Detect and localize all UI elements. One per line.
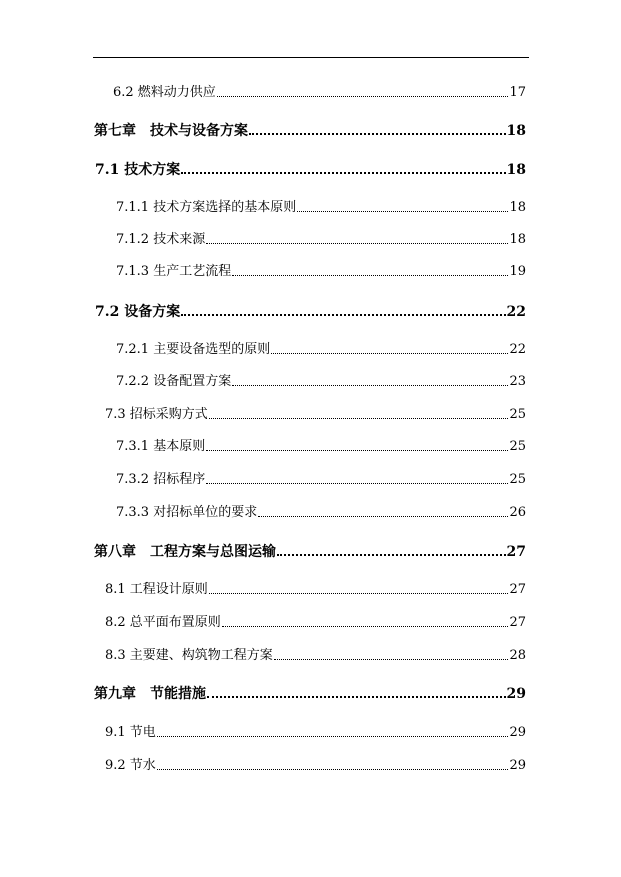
toc-entry-label: 8.1 工程设计原则 xyxy=(105,582,208,597)
toc-entry-9-2[interactable] xyxy=(105,758,526,774)
toc-entry-7-2-2[interactable] xyxy=(116,374,526,390)
dot-leader xyxy=(181,314,505,316)
dot-leader xyxy=(209,418,509,419)
toc-entry-label: 9.2 节水 xyxy=(105,758,156,773)
toc-entry-page: 22 xyxy=(509,342,526,357)
toc-entry-7-3[interactable] xyxy=(105,407,526,423)
dot-leader xyxy=(274,659,509,660)
toc-entry-7-2[interactable] xyxy=(95,304,526,320)
toc-entry-7-3-1[interactable] xyxy=(116,439,526,455)
dot-leader xyxy=(206,483,508,484)
toc-entry-label: 7.3.1 基本原则 xyxy=(116,439,206,454)
dot-leader xyxy=(207,696,506,698)
dot-leader xyxy=(157,769,509,770)
toc-entry-page: 18 xyxy=(509,232,526,247)
dot-leader xyxy=(209,593,509,594)
dot-leader xyxy=(249,133,506,135)
toc-entry-page: 25 xyxy=(509,439,526,454)
dot-leader xyxy=(157,736,509,737)
toc-entry-8-2[interactable] xyxy=(105,615,526,631)
toc-entry-label: 第七章 技术与设备方案 xyxy=(94,123,248,139)
toc-entry-7-3-2[interactable] xyxy=(116,472,526,488)
toc-entry-page: 18 xyxy=(506,123,526,139)
toc-entry-9-1[interactable] xyxy=(105,725,526,741)
toc-entry-page: 27 xyxy=(506,544,526,560)
dot-leader xyxy=(181,172,505,174)
dot-leader xyxy=(232,385,508,386)
toc-entry-7-1-3[interactable] xyxy=(116,264,526,280)
toc-entry-label: 第八章 工程方案与总图运输 xyxy=(94,544,276,560)
toc-entry-7-1-1[interactable] xyxy=(116,200,526,216)
toc-entry-label: 7.1.2 技术来源 xyxy=(116,232,206,247)
toc-entry-label: 7.2.1 主要设备选型的原则 xyxy=(116,342,271,357)
toc-entry-label: 第九章 节能措施 xyxy=(94,686,206,702)
toc-entry-page: 22 xyxy=(506,304,526,320)
toc-entry-page: 19 xyxy=(509,264,526,279)
toc-entry-label: 7.3 招标采购方式 xyxy=(105,407,208,422)
dot-leader xyxy=(217,96,509,97)
toc-entry-label: 6.2 燃料动力供应 xyxy=(113,85,216,100)
dot-leader xyxy=(277,554,506,556)
toc-entry-label: 8.3 主要建、构筑物工程方案 xyxy=(105,648,273,663)
toc-entry-page: 17 xyxy=(509,85,526,100)
toc-entry-page: 29 xyxy=(509,758,526,773)
toc-entry-8-1[interactable] xyxy=(105,582,526,598)
toc-entry-chapter-7[interactable] xyxy=(94,123,526,139)
toc-entry-page: 25 xyxy=(509,472,526,487)
toc-entry-label: 7.1 技术方案 xyxy=(95,162,181,178)
toc-entry-chapter-9[interactable] xyxy=(94,686,526,702)
dot-leader xyxy=(258,516,508,517)
toc-entry-page: 29 xyxy=(506,686,526,702)
toc-entry-chapter-8[interactable] xyxy=(94,544,526,560)
toc-entry-page: 26 xyxy=(509,505,526,520)
toc-entry-label: 7.2.2 设备配置方案 xyxy=(116,374,232,389)
dot-leader xyxy=(297,211,508,212)
toc-entry-7-2-1[interactable] xyxy=(116,342,526,358)
dot-leader xyxy=(206,243,508,244)
dot-leader xyxy=(232,275,508,276)
toc-entry-page: 27 xyxy=(509,615,526,630)
toc-entry-label: 8.2 总平面布置原则 xyxy=(105,615,221,630)
toc-entry-label: 7.2 设备方案 xyxy=(95,304,181,320)
toc-entry-label: 7.3.2 招标程序 xyxy=(116,472,206,487)
toc-entry-page: 18 xyxy=(506,162,526,178)
toc-entry-8-3[interactable] xyxy=(105,648,526,664)
toc-entry-7-1[interactable] xyxy=(95,162,526,178)
toc-entry-7-3-3[interactable] xyxy=(116,505,526,521)
toc-entry-label: 7.1.1 技术方案选择的基本原则 xyxy=(116,200,297,215)
toc-entry-page: 29 xyxy=(509,725,526,740)
toc-entry-6-2[interactable] xyxy=(113,85,526,101)
dot-leader xyxy=(206,450,508,451)
dot-leader xyxy=(222,626,509,627)
toc-entry-page: 18 xyxy=(509,200,526,215)
toc-entry-page: 25 xyxy=(509,407,526,422)
toc-entry-page: 27 xyxy=(509,582,526,597)
dot-leader xyxy=(271,353,508,354)
toc-entry-page: 28 xyxy=(509,648,526,663)
toc-entry-page: 23 xyxy=(509,374,526,389)
toc-entry-label: 7.3.3 对招标单位的要求 xyxy=(116,505,258,520)
toc-entry-label: 7.1.3 生产工艺流程 xyxy=(116,264,232,279)
toc-entry-label: 9.1 节电 xyxy=(105,725,156,740)
toc-entry-7-1-2[interactable] xyxy=(116,232,526,248)
